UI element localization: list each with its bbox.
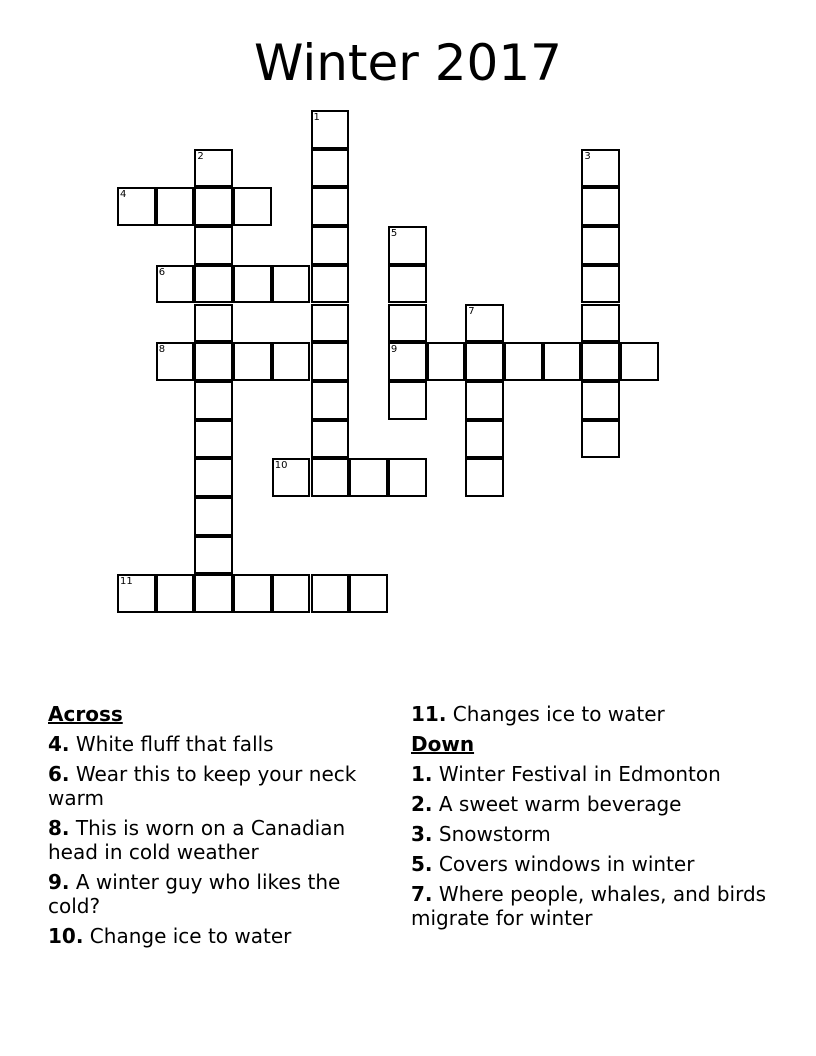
clue-down-7 <box>411 882 771 930</box>
clue-text: A winter guy who likes the cold? <box>48 870 341 918</box>
clue-down-5 <box>411 852 771 876</box>
grid-cell[interactable] <box>581 420 620 459</box>
clue-number: 4. <box>48 732 70 756</box>
grid-cell[interactable] <box>194 265 233 304</box>
clue-number: 8. <box>48 816 70 840</box>
clue-number: 9. <box>48 870 70 894</box>
grid-cell[interactable] <box>465 304 504 343</box>
grid-cell[interactable] <box>581 226 620 265</box>
grid-cell[interactable] <box>194 381 233 420</box>
grid-cell[interactable] <box>427 342 466 381</box>
grid-cell[interactable] <box>194 497 233 536</box>
cell-number: 4 <box>120 189 127 201</box>
grid-cell[interactable] <box>194 574 233 613</box>
grid-cell[interactable] <box>156 342 195 381</box>
grid-cell[interactable] <box>311 381 350 420</box>
grid-cell[interactable] <box>311 110 350 149</box>
clue-text: Change ice to water <box>89 924 292 948</box>
cell-number: 6 <box>158 266 166 278</box>
grid-cell[interactable] <box>543 342 582 381</box>
clue-number: 3. <box>411 822 433 846</box>
grid-cell[interactable] <box>465 458 504 497</box>
clue-text: Where people, whales, and birds migrate for winter <box>411 882 767 930</box>
grid-cell[interactable] <box>388 226 427 265</box>
grid-cell[interactable] <box>311 226 350 265</box>
clue-text: This is worn on a Canadian head in cold weather <box>48 816 346 864</box>
clue-down-1 <box>411 762 771 786</box>
grid-cell[interactable] <box>581 265 620 304</box>
down-heading: Down <box>411 732 475 756</box>
grid-cell[interactable] <box>156 265 195 304</box>
clue-across-9 <box>48 870 388 918</box>
cell-number: 11 <box>120 576 133 588</box>
grid-cell[interactable] <box>194 420 233 459</box>
clue-across-4 <box>48 732 388 756</box>
grid-cell[interactable] <box>311 187 350 226</box>
clue-number: 10. <box>48 924 84 948</box>
clue-number: 6. <box>48 762 70 786</box>
grid-cell[interactable] <box>194 536 233 575</box>
grid-cell[interactable] <box>465 381 504 420</box>
grid-cell[interactable] <box>581 342 620 381</box>
clues-column-right <box>411 702 771 936</box>
clue-across-10 <box>48 924 388 948</box>
grid-cell[interactable] <box>581 149 620 188</box>
clue-text: Winter Festival in Edmonton <box>438 762 721 786</box>
grid-cell[interactable] <box>194 342 233 381</box>
grid-cell[interactable] <box>272 342 311 381</box>
cell-number: 10 <box>274 460 288 472</box>
clue-text: Snowstorm <box>438 822 551 846</box>
clue-number: 11. <box>411 702 447 726</box>
clue-number: 2. <box>411 792 433 816</box>
grid-cell[interactable] <box>311 574 350 613</box>
grid-cell[interactable] <box>117 187 156 226</box>
grid-cell[interactable] <box>581 187 620 226</box>
grid-cell[interactable] <box>233 187 272 226</box>
cell-number: 7 <box>468 305 475 317</box>
cell-number: 2 <box>197 150 204 162</box>
grid-cell[interactable] <box>465 342 504 381</box>
cell-number: 8 <box>158 344 166 356</box>
grid-cell[interactable] <box>272 574 311 613</box>
grid-cell[interactable] <box>581 381 620 420</box>
clue-text: Wear this to keep your neck warm <box>48 762 357 810</box>
grid-cell[interactable] <box>233 574 272 613</box>
grid-cell[interactable] <box>156 187 195 226</box>
grid-cell[interactable] <box>620 342 659 381</box>
clue-down-3 <box>411 822 771 846</box>
grid-cell[interactable] <box>349 574 388 613</box>
grid-cell[interactable] <box>388 381 427 420</box>
grid-cell[interactable] <box>311 304 350 343</box>
cell-number: 1 <box>313 112 320 123</box>
grid-cell[interactable] <box>117 574 156 613</box>
grid-cell[interactable] <box>233 265 272 304</box>
clue-text: Covers windows in winter <box>438 852 695 876</box>
clue-text: Changes ice to water <box>452 702 665 726</box>
grid-cell[interactable] <box>311 458 350 497</box>
grid-cell[interactable] <box>156 574 195 613</box>
grid-cell[interactable] <box>194 187 233 226</box>
grid-cell[interactable] <box>194 458 233 497</box>
grid-cell[interactable] <box>388 342 427 381</box>
cell-number: 3 <box>584 150 591 162</box>
grid-cell[interactable] <box>504 342 543 381</box>
clue-text: A sweet warm beverage <box>438 792 682 816</box>
grid-cell[interactable] <box>272 265 311 304</box>
clue-across-11 <box>411 702 771 726</box>
clue-across-6 <box>48 762 388 810</box>
grid-cell[interactable] <box>349 458 388 497</box>
grid-cell[interactable] <box>233 342 272 381</box>
grid-cell[interactable] <box>388 458 427 497</box>
clue-number: 5. <box>411 852 433 876</box>
grid-cell[interactable] <box>272 458 311 497</box>
grid-cell[interactable] <box>581 304 620 343</box>
grid-cell[interactable] <box>194 226 233 265</box>
grid-cell[interactable] <box>194 304 233 343</box>
grid-cell[interactable] <box>311 149 350 188</box>
grid-cell[interactable] <box>194 149 233 188</box>
across-heading: Across <box>48 702 123 726</box>
clue-down-2 <box>411 792 771 816</box>
grid-cell[interactable] <box>311 420 350 459</box>
grid-cell[interactable] <box>311 342 350 381</box>
clue-text: White fluff that falls <box>75 732 274 756</box>
grid-cell[interactable] <box>311 265 350 304</box>
cell-number: 9 <box>390 344 398 356</box>
clue-across-8 <box>48 816 388 864</box>
clue-number: 7. <box>411 882 433 906</box>
grid-cell[interactable] <box>388 304 427 343</box>
cell-number: 5 <box>390 228 398 240</box>
grid-cell[interactable] <box>388 265 427 304</box>
grid-cell[interactable] <box>465 420 504 459</box>
clue-number: 1. <box>411 762 433 786</box>
clues-column-left <box>48 702 388 954</box>
page-title: Winter 2017 <box>254 34 562 92</box>
